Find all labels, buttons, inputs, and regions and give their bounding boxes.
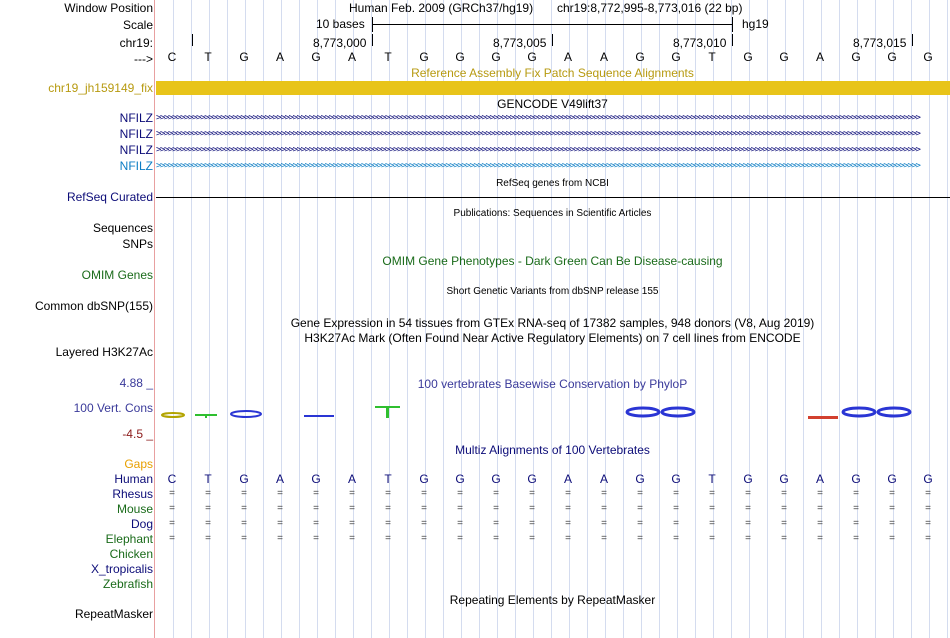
omim-track-title: OMIM Gene Phenotypes - Dark Green Can Be Disease-causing bbox=[382, 254, 723, 268]
multiz-identity-mark: = bbox=[313, 518, 319, 529]
multiz-identity-mark: = bbox=[925, 488, 931, 499]
multiz-identity-mark: = bbox=[817, 518, 823, 529]
multiz-identity-mark: = bbox=[349, 518, 355, 529]
gtex-track-title: Gene Expression in 54 tissues from GTEx RNA-seq of 17382 samples, 948 donors (V8, Aug 2019) bbox=[290, 316, 815, 330]
conservation-track-title: 100 vertebrates Basewise Conservation by PhyloP bbox=[417, 377, 688, 391]
multiz-identity-mark: = bbox=[925, 503, 931, 514]
multiz-identity-mark: = bbox=[313, 488, 319, 499]
ruler-tick-label: 8,773,010 bbox=[673, 36, 727, 50]
reference-base: T bbox=[708, 50, 716, 64]
multiz-identity-mark: = bbox=[349, 488, 355, 499]
multiz-identity-mark: = bbox=[565, 533, 571, 544]
publications-track-label[interactable]: Sequences bbox=[92, 221, 153, 235]
multiz-identity-mark: = bbox=[205, 503, 211, 514]
multiz-identity-mark: = bbox=[169, 488, 175, 499]
multiz-human-base: T bbox=[708, 472, 716, 486]
multiz-identity-mark: = bbox=[493, 518, 499, 529]
multiz-identity-mark: = bbox=[637, 503, 643, 514]
multiz-identity-mark: = bbox=[421, 533, 427, 544]
conservation-max-label: 4.88 _ bbox=[119, 376, 153, 390]
ruler-tick-label: 8,773,015 bbox=[853, 36, 907, 50]
multiz-identity-mark: = bbox=[421, 503, 427, 514]
multiz-identity-mark: = bbox=[169, 533, 175, 544]
multiz-identity-mark: = bbox=[205, 518, 211, 529]
species-label[interactable]: Rhesus bbox=[112, 487, 153, 501]
multiz-human-base: G bbox=[671, 472, 681, 486]
strand-label: ---> bbox=[134, 52, 153, 66]
logo-g-4 bbox=[843, 408, 875, 416]
multiz-identity-mark: = bbox=[385, 533, 391, 544]
multiz-identity-mark: = bbox=[241, 503, 247, 514]
multiz-identity-mark: = bbox=[673, 503, 679, 514]
multiz-identity-mark: = bbox=[601, 488, 607, 499]
multiz-identity-mark: = bbox=[241, 518, 247, 529]
multiz-identity-mark: = bbox=[565, 503, 571, 514]
multiz-identity-mark: = bbox=[853, 518, 859, 529]
species-label[interactable]: Mouse bbox=[116, 502, 153, 516]
multiz-identity-mark: = bbox=[277, 518, 283, 529]
multiz-identity-mark: = bbox=[889, 488, 895, 499]
gencode-gene-label-1[interactable]: NFILZ bbox=[119, 111, 153, 125]
reference-base: G bbox=[779, 50, 789, 64]
multiz-human-base: G bbox=[851, 472, 861, 486]
multiz-identity-mark: = bbox=[853, 488, 859, 499]
multiz-identity-mark: = bbox=[925, 518, 931, 529]
multiz-human-base: T bbox=[204, 472, 212, 486]
fix-patch-track-title: Reference Assembly Fix Patch Sequence Alignments bbox=[411, 66, 694, 80]
species-label[interactable]: Elephant bbox=[105, 532, 153, 546]
gencode-transcript-1[interactable]: >>>>>>>>>>>>>>>>>>>>>>>>>>>>>>>>>>>>>>>>>>>>>>>>>>>>>>>>>>>>>>>>>>>>>>>>>>>>>>>>>>>>>>>>>>>>>>>>>>>>>>>>>>>>>>>>>>>>>>>>>>>>>>>>>>>>>>>>>>>>>>>>>>>>>>>>>>>>>>>>>>>>>>>>>>>>>>>>>>>>>>>>>>>>>> bbox=[156, 113, 920, 123]
gencode-gene-label-2[interactable]: NFILZ bbox=[119, 127, 153, 141]
h3k27ac-track-label[interactable]: Layered H3K27Ac bbox=[55, 345, 153, 359]
multiz-human-base: C bbox=[167, 472, 177, 486]
logo-neg bbox=[808, 416, 838, 419]
multiz-identity-mark: = bbox=[889, 533, 895, 544]
multiz-identity-mark: = bbox=[673, 533, 679, 544]
multiz-identity-mark: = bbox=[817, 503, 823, 514]
multiz-identity-mark: = bbox=[709, 503, 715, 514]
multiz-human-base: A bbox=[563, 472, 572, 486]
multiz-identity-mark: = bbox=[349, 533, 355, 544]
ruler-tick bbox=[732, 34, 733, 46]
multiz-identity-mark: = bbox=[853, 533, 859, 544]
refseq-gene-line[interactable] bbox=[156, 197, 950, 198]
multiz-human-base: G bbox=[923, 472, 933, 486]
scale-bar-right-tick bbox=[732, 17, 733, 32]
multiz-identity-mark: = bbox=[241, 488, 247, 499]
species-label[interactable]: Human bbox=[114, 472, 153, 486]
multiz-human-base: T bbox=[384, 472, 392, 486]
dbsnp-track-title: Short Genetic Variants from dbSNP release 155 bbox=[446, 286, 659, 297]
refseq-track-label[interactable]: RefSeq Curated bbox=[66, 190, 153, 204]
multiz-identity-mark: = bbox=[637, 533, 643, 544]
multiz-identity-mark: = bbox=[637, 518, 643, 529]
multiz-human-base: A bbox=[347, 472, 356, 486]
multiz-human-base: G bbox=[743, 472, 753, 486]
multiz-identity-mark: = bbox=[673, 488, 679, 499]
position-info: chr19:8,772,995-8,773,016 (22 bp) bbox=[557, 1, 743, 15]
logo-t-stem bbox=[205, 414, 207, 418]
multiz-identity-mark: = bbox=[421, 488, 427, 499]
multiz-identity-mark: = bbox=[709, 518, 715, 529]
multiz-identity-mark: = bbox=[781, 518, 787, 529]
reference-base: T bbox=[384, 50, 392, 64]
publications-track-title: Publications: Sequences in Scientific Articles bbox=[453, 208, 652, 219]
conservation-logo[interactable] bbox=[156, 404, 950, 424]
multiz-human-base: G bbox=[887, 472, 897, 486]
multiz-identity-mark: = bbox=[781, 488, 787, 499]
multiz-human-base: G bbox=[491, 472, 501, 486]
logo-t-2-stem bbox=[386, 406, 389, 418]
multiz-human-base: G bbox=[635, 472, 645, 486]
logo-c bbox=[162, 413, 184, 417]
gencode-gene-label-4[interactable]: NFILZ bbox=[119, 159, 153, 173]
multiz-identity-mark: = bbox=[529, 533, 535, 544]
multiz-identity-mark: = bbox=[529, 518, 535, 529]
multiz-identity-mark: = bbox=[493, 503, 499, 514]
logo-dash bbox=[304, 415, 334, 417]
species-label[interactable]: Chicken bbox=[109, 547, 153, 561]
assembly-info: Human Feb. 2009 (GRCh37/hg19) bbox=[349, 1, 534, 15]
reference-base: C bbox=[167, 50, 177, 64]
conservation-track-label[interactable]: 100 Vert. Cons bbox=[73, 401, 153, 415]
multiz-identity-mark: = bbox=[457, 503, 463, 514]
multiz-identity-mark: = bbox=[889, 518, 895, 529]
reference-base: G bbox=[527, 50, 537, 64]
multiz-identity-mark: = bbox=[385, 503, 391, 514]
multiz-human-base: A bbox=[275, 472, 284, 486]
multiz-identity-mark: = bbox=[745, 503, 751, 514]
logo-g-2 bbox=[627, 408, 659, 416]
multiz-identity-mark: = bbox=[601, 533, 607, 544]
fix-patch-track-label[interactable]: chr19_jh159149_fix bbox=[48, 81, 153, 95]
gencode-transcript-3[interactable]: >>>>>>>>>>>>>>>>>>>>>>>>>>>>>>>>>>>>>>>>>>>>>>>>>>>>>>>>>>>>>>>>>>>>>>>>>>>>>>>>>>>>>>>>>>>>>>>>>>>>>>>>>>>>>>>>>>>>>>>>>>>>>>>>>>>>>>>>>>>>>>>>>>>>>>>>>>>>>>>>>>>>>>>>>>>>>>>>>>>>>>>>>>>>>> bbox=[156, 145, 920, 155]
multiz-identity-mark: = bbox=[529, 503, 535, 514]
multiz-identity-mark: = bbox=[709, 488, 715, 499]
scale-bar bbox=[372, 24, 732, 25]
multiz-identity-mark: = bbox=[529, 488, 535, 499]
multiz-human-base: G bbox=[527, 472, 537, 486]
dbsnp-track-label[interactable]: Common dbSNP(155) bbox=[34, 299, 153, 313]
multiz-identity-mark: = bbox=[493, 488, 499, 499]
multiz-identity-mark: = bbox=[277, 533, 283, 544]
repeatmasker-track-title: Repeating Elements by RepeatMasker bbox=[449, 593, 656, 607]
multiz-track-title: Multiz Alignments of 100 Vertebrates bbox=[455, 443, 650, 457]
multiz-identity-mark: = bbox=[745, 533, 751, 544]
ruler-tick bbox=[912, 34, 913, 46]
reference-base: A bbox=[347, 50, 356, 64]
reference-base: G bbox=[419, 50, 429, 64]
multiz-identity-mark: = bbox=[601, 518, 607, 529]
multiz-identity-mark: = bbox=[817, 533, 823, 544]
reference-base: G bbox=[311, 50, 321, 64]
multiz-identity-mark: = bbox=[889, 503, 895, 514]
gencode-gene-label-3[interactable]: NFILZ bbox=[119, 143, 153, 157]
reference-base: G bbox=[743, 50, 753, 64]
multiz-identity-mark: = bbox=[385, 518, 391, 529]
multiz-identity-mark: = bbox=[745, 518, 751, 529]
gaps-label[interactable]: Gaps bbox=[124, 457, 153, 471]
scale-label: Scale bbox=[122, 18, 153, 32]
multiz-identity-mark: = bbox=[565, 488, 571, 499]
conservation-min-label: -4.5 _ bbox=[122, 427, 153, 441]
reference-base: G bbox=[671, 50, 681, 64]
reference-base: G bbox=[491, 50, 501, 64]
window-position-label: Window Position bbox=[64, 1, 153, 15]
multiz-identity-mark: = bbox=[421, 518, 427, 529]
fix-patch-alignment-bar[interactable] bbox=[156, 81, 950, 95]
multiz-identity-mark: = bbox=[457, 488, 463, 499]
multiz-identity-mark: = bbox=[457, 518, 463, 529]
reference-base: G bbox=[239, 50, 249, 64]
multiz-identity-mark: = bbox=[169, 503, 175, 514]
omim-track-label[interactable]: OMIM Genes bbox=[81, 268, 153, 282]
multiz-identity-mark: = bbox=[349, 503, 355, 514]
multiz-identity-mark: = bbox=[205, 488, 211, 499]
reference-base: G bbox=[923, 50, 933, 64]
ruler-tick bbox=[552, 34, 553, 46]
ruler-tick-label: 8,773,005 bbox=[493, 36, 547, 50]
multiz-human-base: G bbox=[419, 472, 429, 486]
multiz-human-base: G bbox=[311, 472, 321, 486]
multiz-identity-mark: = bbox=[169, 518, 175, 529]
multiz-identity-mark: = bbox=[241, 533, 247, 544]
scale-bar-text: 10 bases bbox=[316, 17, 365, 31]
multiz-identity-mark: = bbox=[385, 488, 391, 499]
reference-base: T bbox=[204, 50, 212, 64]
multiz-identity-mark: = bbox=[853, 503, 859, 514]
multiz-identity-mark: = bbox=[637, 488, 643, 499]
reference-base: G bbox=[635, 50, 645, 64]
multiz-identity-mark: = bbox=[313, 533, 319, 544]
logo-g-5 bbox=[878, 408, 910, 416]
species-label[interactable]: Dog bbox=[130, 517, 153, 531]
multiz-human-base: A bbox=[599, 472, 608, 486]
multiz-identity-mark: = bbox=[493, 533, 499, 544]
multiz-identity-mark: = bbox=[277, 488, 283, 499]
multiz-identity-mark: = bbox=[313, 503, 319, 514]
repeatmasker-track-label[interactable]: RepeatMasker bbox=[74, 607, 153, 621]
chrom-label: chr19: bbox=[119, 36, 153, 50]
scale-db-label: hg19 bbox=[742, 17, 769, 31]
multiz-human-base: G bbox=[779, 472, 789, 486]
logo-g bbox=[231, 411, 261, 417]
gencode-transcript-4[interactable]: >>>>>>>>>>>>>>>>>>>>>>>>>>>>>>>>>>>>>>>>>>>>>>>>>>>>>>>>>>>>>>>>>>>>>>>>>>>>>>>>>>>>>>>>>>>>>>>>>>>>>>>>>>>>>>>>>>>>>>>>>>>>>>>>>>>>>>>>>>>>>>>>>>>>>>>>>>>>>>>>>>>>>>>>>>>>>>>>>>>>>>>>>>>>>> bbox=[156, 161, 920, 171]
multiz-identity-mark: = bbox=[709, 533, 715, 544]
reference-base: A bbox=[815, 50, 824, 64]
multiz-identity-mark: = bbox=[781, 533, 787, 544]
gencode-track-title: GENCODE V49lift37 bbox=[497, 97, 608, 111]
refseq-track-title: RefSeq genes from NCBI bbox=[496, 178, 609, 189]
gencode-transcript-2[interactable]: >>>>>>>>>>>>>>>>>>>>>>>>>>>>>>>>>>>>>>>>>>>>>>>>>>>>>>>>>>>>>>>>>>>>>>>>>>>>>>>>>>>>>>>>>>>>>>>>>>>>>>>>>>>>>>>>>>>>>>>>>>>>>>>>>>>>>>>>>>>>>>>>>>>>>>>>>>>>>>>>>>>>>>>>>>>>>>>>>>>>>>>>>>>>>> bbox=[156, 129, 920, 139]
reference-base: G bbox=[851, 50, 861, 64]
multiz-identity-mark: = bbox=[925, 533, 931, 544]
multiz-identity-mark: = bbox=[781, 503, 787, 514]
multiz-identity-mark: = bbox=[745, 488, 751, 499]
multiz-human-base: G bbox=[455, 472, 465, 486]
multiz-identity-mark: = bbox=[601, 503, 607, 514]
h3k27ac-track-title: H3K27Ac Mark (Often Found Near Active Regulatory Elements) on 7 cell lines from ENCODE bbox=[304, 331, 801, 345]
ruler-minor-tick bbox=[192, 34, 193, 46]
scale-bar-left-tick bbox=[372, 17, 373, 32]
logo-g-3 bbox=[662, 408, 694, 416]
reference-base: A bbox=[275, 50, 284, 64]
reference-base: G bbox=[455, 50, 465, 64]
reference-base: G bbox=[887, 50, 897, 64]
species-label[interactable]: X_tropicalis bbox=[90, 562, 153, 576]
multiz-identity-mark: = bbox=[457, 533, 463, 544]
species-label[interactable]: Zebrafish bbox=[102, 577, 153, 591]
ruler-tick bbox=[372, 34, 373, 46]
multiz-human-base: G bbox=[239, 472, 249, 486]
multiz-identity-mark: = bbox=[673, 518, 679, 529]
multiz-identity-mark: = bbox=[205, 533, 211, 544]
multiz-identity-mark: = bbox=[817, 488, 823, 499]
multiz-identity-mark: = bbox=[277, 503, 283, 514]
multiz-identity-mark: = bbox=[565, 518, 571, 529]
multiz-human-base: A bbox=[815, 472, 824, 486]
snps-track-label[interactable]: SNPs bbox=[122, 237, 153, 251]
reference-base: A bbox=[563, 50, 572, 64]
reference-base: A bbox=[599, 50, 608, 64]
ruler-tick-label: 8,773,000 bbox=[313, 36, 367, 50]
